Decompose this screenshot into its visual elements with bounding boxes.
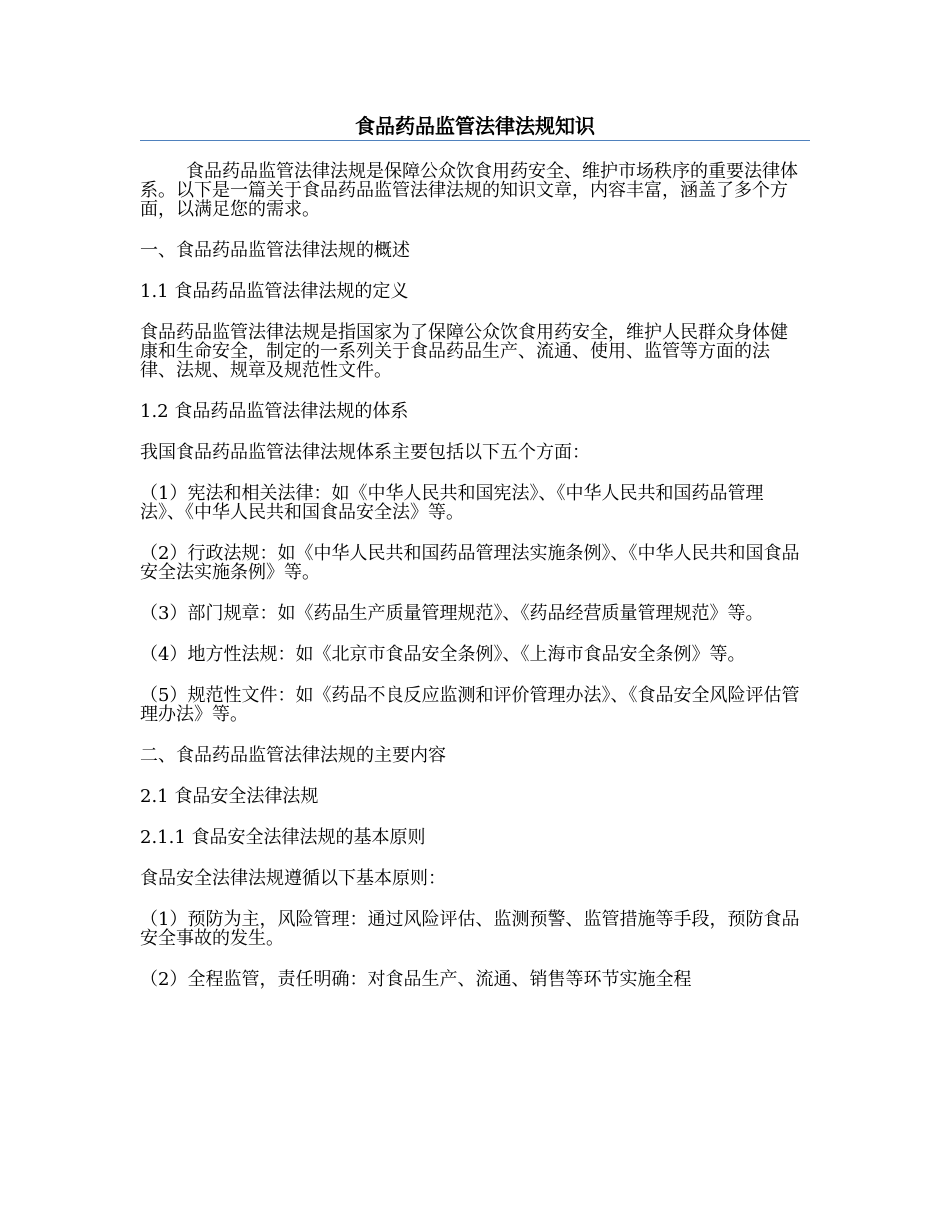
document-title: 食品药品监管法律法规知识 <box>355 114 595 138</box>
document-body <box>140 162 805 1011</box>
section-heading-2: 二、食品药品监管法律法规的主要内容 <box>140 745 446 766</box>
list-item-2: （2）行政法规：如《中华人民共和国药品管理法实施条例》、《中华人民共和国食品安全法实施条例》等。 <box>140 543 800 583</box>
list-item-3: （3）部门规章：如《药品生产质量管理规范》、《药品经营质量管理规范》等。 <box>140 603 764 624</box>
paragraph-principles-intro: 食品安全法律法规遵循以下基本原则： <box>140 868 446 889</box>
list-item-4: （4）地方性法规：如《北京市食品安全条例》、《上海市食品安全条例》等。 <box>140 644 746 665</box>
principle-item-2: （2）全程监管，责任明确：对食品生产、流通、销售等环节实施全程 <box>140 969 692 990</box>
subsection-heading-2-1: 2.1 食品安全法律法规 <box>140 786 319 807</box>
paragraph-definition: 食品药品监管法律法规是指国家为了保障公众饮食用药安全，维护人民群众身体健康和生命安全，制定的一系列关于食品药品生产、流通、使用、监管等方面的法律、法规、规章及规范性文件。 <box>140 322 788 381</box>
paragraph-system-intro: 我国食品药品监管法律法规体系主要包括以下五个方面： <box>140 442 590 463</box>
intro-paragraph: 食品药品监管法律法规是保障公众饮食用药安全、维护市场秩序的重要法律体系。以下是一篇关于食品药品监管法律法规的知识文章，内容丰富，涵盖了多个方面，以满足您的需求。 <box>140 161 798 220</box>
list-item-5: （5）规范性文件：如《药品不良反应监测和评价管理办法》、《食品安全风险评估管理办法》等。 <box>140 685 800 725</box>
list-item-1: （1）宪法和相关法律：如《中华人民共和国宪法》、《中华人民共和国药品管理法》、《中华人民共和国食品安全法》等。 <box>140 483 764 523</box>
subsection-heading-2-1-1: 2.1.1 食品安全法律法规的基本原则 <box>140 827 426 848</box>
subsection-heading-1-1: 1.1 食品药品监管法律法规的定义 <box>140 281 409 302</box>
subsection-heading-1-2: 1.2 食品药品监管法律法规的体系 <box>140 401 409 422</box>
section-heading-1: 一、食品药品监管法律法规的概述 <box>140 240 410 261</box>
title-underline <box>140 140 810 141</box>
principle-item-1: （1）预防为主，风险管理：通过风险评估、监测预警、监管措施等手段，预防食品安全事故的发生。 <box>140 909 800 949</box>
